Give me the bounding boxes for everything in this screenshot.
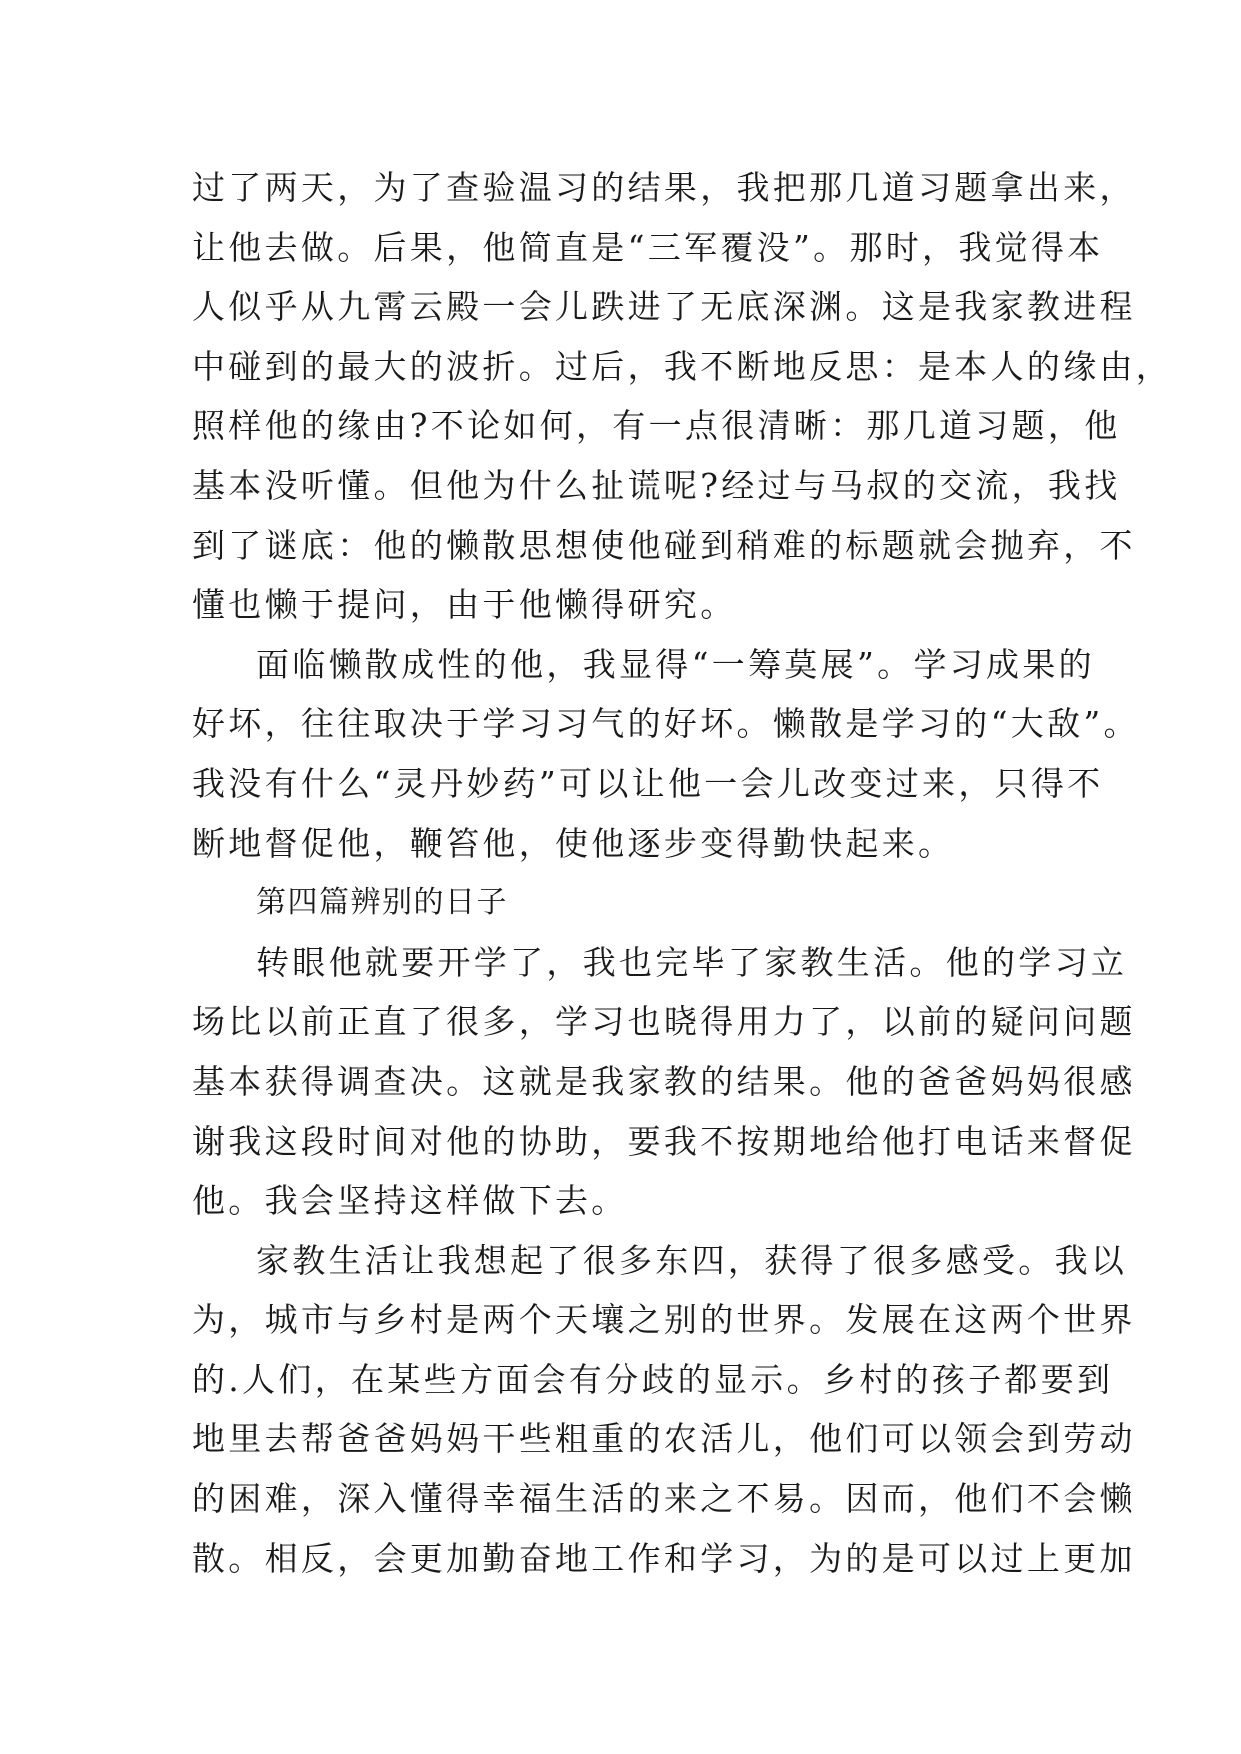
text-line: 谢我这段时间对他的协助，要我不按期地给他打电话来督促	[192, 1121, 1136, 1161]
text-line: 面临懒散成性的他，我显得“一筹莫展”。学习成果的	[256, 644, 1095, 684]
text-line: 的困难，深入懂得幸福生活的来之不易。因而，他们不会懒	[192, 1479, 1136, 1519]
text-line: 地里去帮爸爸妈妈干些粗重的农活儿，他们可以领会到劳动	[192, 1419, 1136, 1459]
text-line: 照样他的缘由?不论如何，有一点很清晰：那几道习题，他	[192, 406, 1121, 446]
text-line: 为，城市与乡村是两个天壤之别的世界。发展在这两个世界	[192, 1300, 1136, 1340]
text-line: 过了两天，为了查验温习的结果，我把那几道习题拿出来，	[192, 168, 1136, 207]
text-line: 到了谜底：他的懒散思想使他碰到稍难的标题就会抛弃，不	[192, 525, 1136, 565]
text-line: 好坏，往往取决于学习习气的好坏。懒散是学习的“大敌”。	[192, 704, 1140, 744]
text-line: 家教生活让我想起了很多东四，获得了很多感受。我以	[256, 1240, 1128, 1280]
text-line: 场比以前正直了很多，学习也晓得用力了，以前的疑问问题	[192, 1002, 1136, 1042]
text-line: 转眼他就要开学了，我也完毕了家教生活。他的学习立	[256, 942, 1128, 982]
text-line: 基本没听懂。但他为什么扯谎呢?经过与马叔的交流，我找	[192, 465, 1121, 505]
text-line: 懂也懒于提问，由于他懒得研究。	[192, 585, 737, 625]
text-line: 基本获得调查决。这就是我家教的结果。他的爸爸妈妈很感	[192, 1061, 1136, 1101]
section-heading: 第四篇辨别的日子	[256, 885, 508, 921]
text-line: 中碰到的最大的波折。过后，我不断地反思：是本人的缘由，	[192, 346, 1173, 386]
text-line: 让他去做。后果，他简直是“三军覆没”。那时，我觉得本	[192, 227, 1104, 267]
document-body	[192, 158, 1173, 1588]
text-line: 我没有什么“灵丹妙药”可以让他一会儿改变过来，只得不	[192, 763, 1104, 803]
text-line: 的.人们，在某些方面会有分歧的显示。乡村的孩子都要到	[192, 1359, 1114, 1399]
text-line: 断地督促他，鞭笞他，使他逐步变得勤快起来。	[192, 823, 955, 863]
text-line: 人似乎从九霄云殿一会儿跌进了无底深渊。这是我家教进程	[192, 287, 1136, 327]
text-line: 散。相反，会更加勤奋地工作和学习，为的是可以过上更加	[192, 1538, 1136, 1578]
text-line: 他。我会坚持这样做下去。	[192, 1181, 628, 1221]
